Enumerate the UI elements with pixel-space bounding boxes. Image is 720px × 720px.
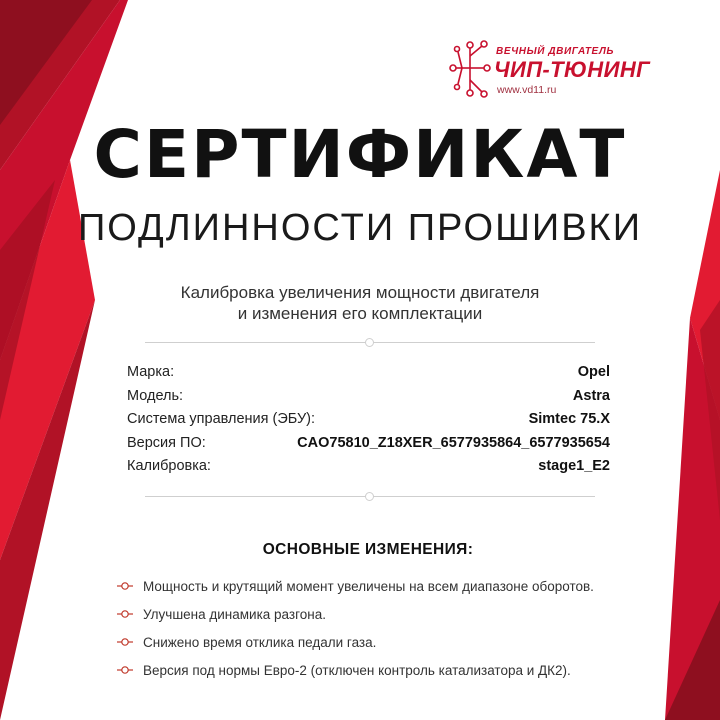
circle-bullet-icon bbox=[117, 665, 133, 675]
info-label: Версия ПО: bbox=[127, 434, 206, 451]
circle-bullet-icon bbox=[117, 581, 133, 591]
brand-logo bbox=[448, 38, 678, 100]
change-text: Версия под нормы Евро-2 (отключен контроль катализатора и ДК2). bbox=[143, 662, 571, 678]
certificate-subtitle: ПОДЛИННОСТИ ПРОШИВКИ bbox=[77, 207, 643, 249]
list-item bbox=[117, 572, 677, 600]
changes-title: ОСНОВНЫЕ ИЗМЕНЕНИЯ: bbox=[262, 541, 474, 558]
info-row-ecu bbox=[127, 411, 610, 435]
changes-list bbox=[117, 572, 677, 684]
info-row-brand bbox=[127, 364, 610, 388]
logo-url: www.vd11.ru bbox=[497, 84, 557, 96]
change-text: Улучшена динамика разгона. bbox=[143, 606, 326, 622]
description bbox=[0, 282, 720, 324]
info-row-calibration bbox=[127, 458, 610, 482]
description-line-2: и изменения его комплектации bbox=[237, 304, 483, 323]
circle-bullet-icon bbox=[117, 609, 133, 619]
info-value: stage1_E2 bbox=[538, 458, 610, 474]
list-item bbox=[117, 628, 677, 656]
info-label: Модель: bbox=[127, 387, 184, 404]
info-value: Astra bbox=[572, 387, 610, 404]
certificate-title: СЕРТИФИКАТ bbox=[93, 116, 627, 193]
info-label: Калибровка: bbox=[127, 458, 211, 474]
info-table bbox=[127, 364, 610, 482]
info-value: Simtec 75.X bbox=[528, 411, 610, 427]
list-item bbox=[117, 600, 677, 628]
logo-main-text: ЧИП-ТЮНИНГ bbox=[494, 57, 651, 82]
info-value: CAO75810_Z18XER_6577935864_6577935654 bbox=[297, 434, 610, 451]
change-text: Снижено время отклика педали газа. bbox=[143, 634, 377, 650]
logo-top-text: ВЕЧНЫЙ ДВИГАТЕЛЬ bbox=[496, 46, 615, 57]
description-line-1: Калибровка увеличения мощности двигателя bbox=[180, 283, 540, 302]
info-value: Opel bbox=[577, 364, 610, 380]
circuit-icon bbox=[448, 38, 494, 100]
info-label: Марка: bbox=[127, 364, 175, 380]
circle-bullet-icon bbox=[117, 637, 133, 647]
change-text: Мощность и крутящий момент увеличены на всем диапазоне оборотов. bbox=[143, 578, 594, 594]
info-row-model bbox=[127, 388, 610, 412]
divider-top bbox=[145, 338, 595, 348]
info-label: Система управления (ЭБУ): bbox=[127, 411, 316, 427]
info-row-software-version bbox=[127, 435, 610, 459]
divider-bottom bbox=[145, 492, 595, 502]
list-item bbox=[117, 656, 677, 684]
